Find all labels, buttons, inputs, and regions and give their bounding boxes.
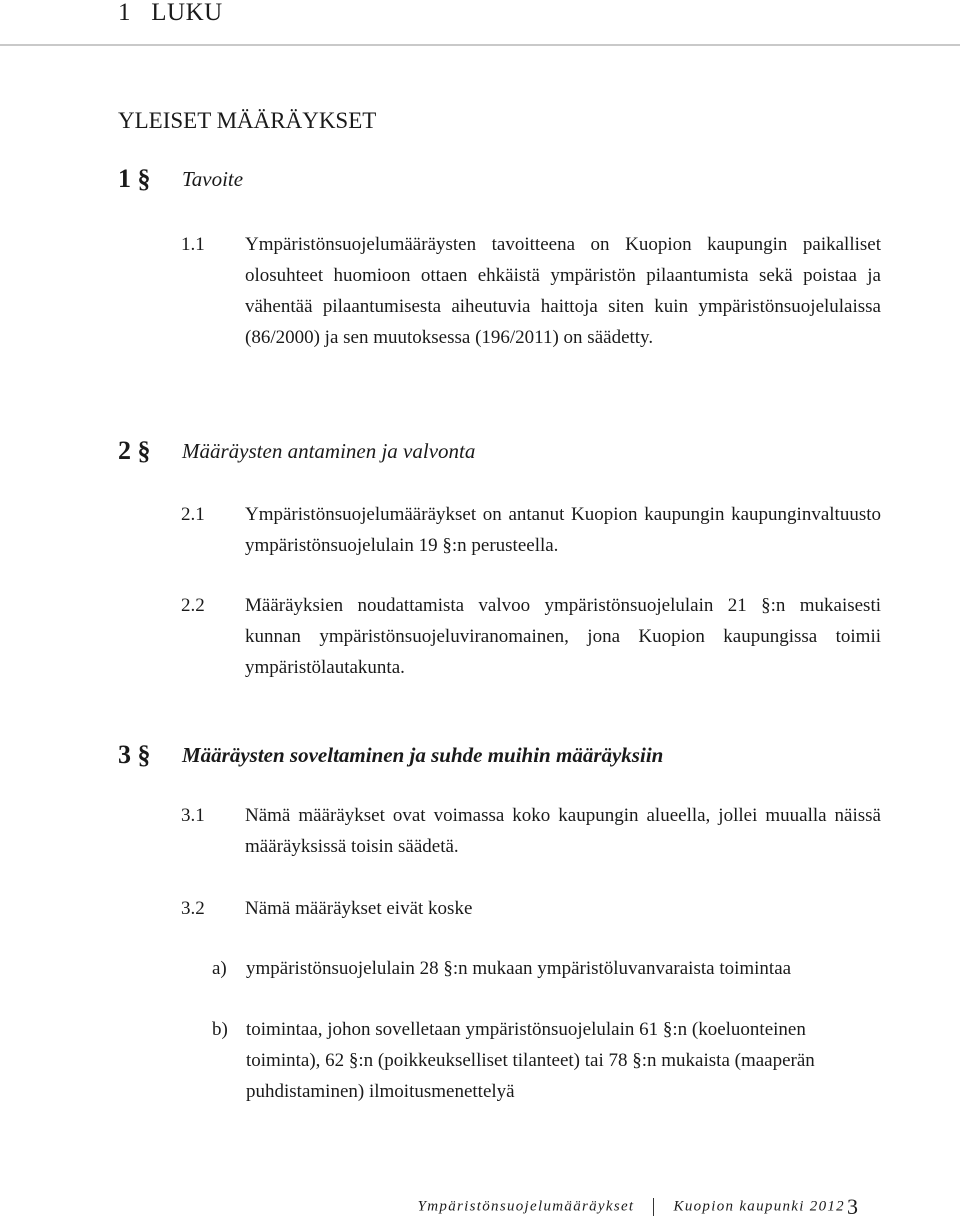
paragraph-title: Määräysten soveltaminen ja suhde muihin määräyksiin xyxy=(182,742,664,767)
clause-text: Nämä määräykset ovat voimassa koko kaupungin alueella, jollei muualla näissä määräyksissä toisin säädetä. xyxy=(245,805,881,857)
clause-3-1 xyxy=(181,800,881,862)
paragraph-number: 1 § xyxy=(118,164,151,193)
footer-running-title xyxy=(418,1198,845,1216)
clause-text: Määräyksien noudattamista valvoo ympäristönsuojelulain 21 §:n mukaisesti kunnan ympäristönsuojeluviranomainen, jona Kuopion kaupungissa toimii ympäristölautakunta. xyxy=(245,595,881,678)
clause-number: 2.1 xyxy=(181,504,205,525)
clause-text: Ympäristönsuojelumääräykset on antanut Kuopion kaupungin kaupunginvaltuusto ympäristönsuojelulain 19 §:n perusteella. xyxy=(245,504,881,556)
list-item-letter: b) xyxy=(212,1019,228,1040)
paragraph-number: 2 § xyxy=(118,436,151,465)
clause-text: Nämä määräykset eivät koske xyxy=(245,898,473,919)
page-footer xyxy=(0,1196,960,1226)
list-item-a xyxy=(212,953,822,984)
clause-number: 1.1 xyxy=(181,234,205,255)
clause-number: 3.1 xyxy=(181,805,205,826)
paragraph-number: 3 § xyxy=(118,740,151,769)
clause-text: Ympäristönsuojelumääräysten tavoitteena on Kuopion kaupungin paikalliset olosuhteet huomioon ottaen ehkäistä ympäristön pilaantumista sekä poistaa ja vähentää pilaantumisesta aiheutuvia haittoja siten kuin ympäristönsuojelulaissa (86/2000) ja sen muutoksessa (196/2011) on säädetty. xyxy=(245,234,881,348)
list-item-text: ympäristönsuojelulain 28 §:n mukaan ympäristöluvanvaraista toimintaa xyxy=(246,958,792,979)
page-number: 3 xyxy=(847,1194,858,1219)
clause-3-2 xyxy=(181,893,881,924)
chapter-title: 1 LUKU xyxy=(118,0,223,26)
paragraph-2-heading xyxy=(118,436,475,466)
paragraph-1-heading xyxy=(118,164,243,194)
clause-1-1 xyxy=(181,229,881,353)
list-item-b xyxy=(212,1014,822,1107)
paragraph-title: Tavoite xyxy=(182,166,244,191)
list-item-letter: a) xyxy=(212,958,227,979)
clause-number: 3.2 xyxy=(181,898,205,919)
clause-2-1 xyxy=(181,499,881,561)
list-item-text: toimintaa, johon sovelletaan ympäristönsuojelulain 61 §:n (koeluonteinen toiminta), 62 §:n (poikkeukselliset tilanteet) tai 78 §:n mukaista (maaperän puhdistaminen) ilmoitusmenettelyä xyxy=(246,1019,815,1102)
paragraph-3-heading xyxy=(118,740,663,770)
footer-divider xyxy=(653,1198,654,1216)
footer-publisher: Kuopion kaupunki 2012 xyxy=(673,1198,845,1215)
section-heading: YLEISET MÄÄRÄYKSET xyxy=(118,108,377,133)
footer-document-title: Ympäristönsuojelumääräykset xyxy=(417,1198,635,1215)
paragraph-title: Määräysten antaminen ja valvonta xyxy=(182,438,476,463)
clause-2-2 xyxy=(181,590,881,683)
clause-number: 2.2 xyxy=(181,595,205,616)
chapter-header xyxy=(0,0,960,46)
